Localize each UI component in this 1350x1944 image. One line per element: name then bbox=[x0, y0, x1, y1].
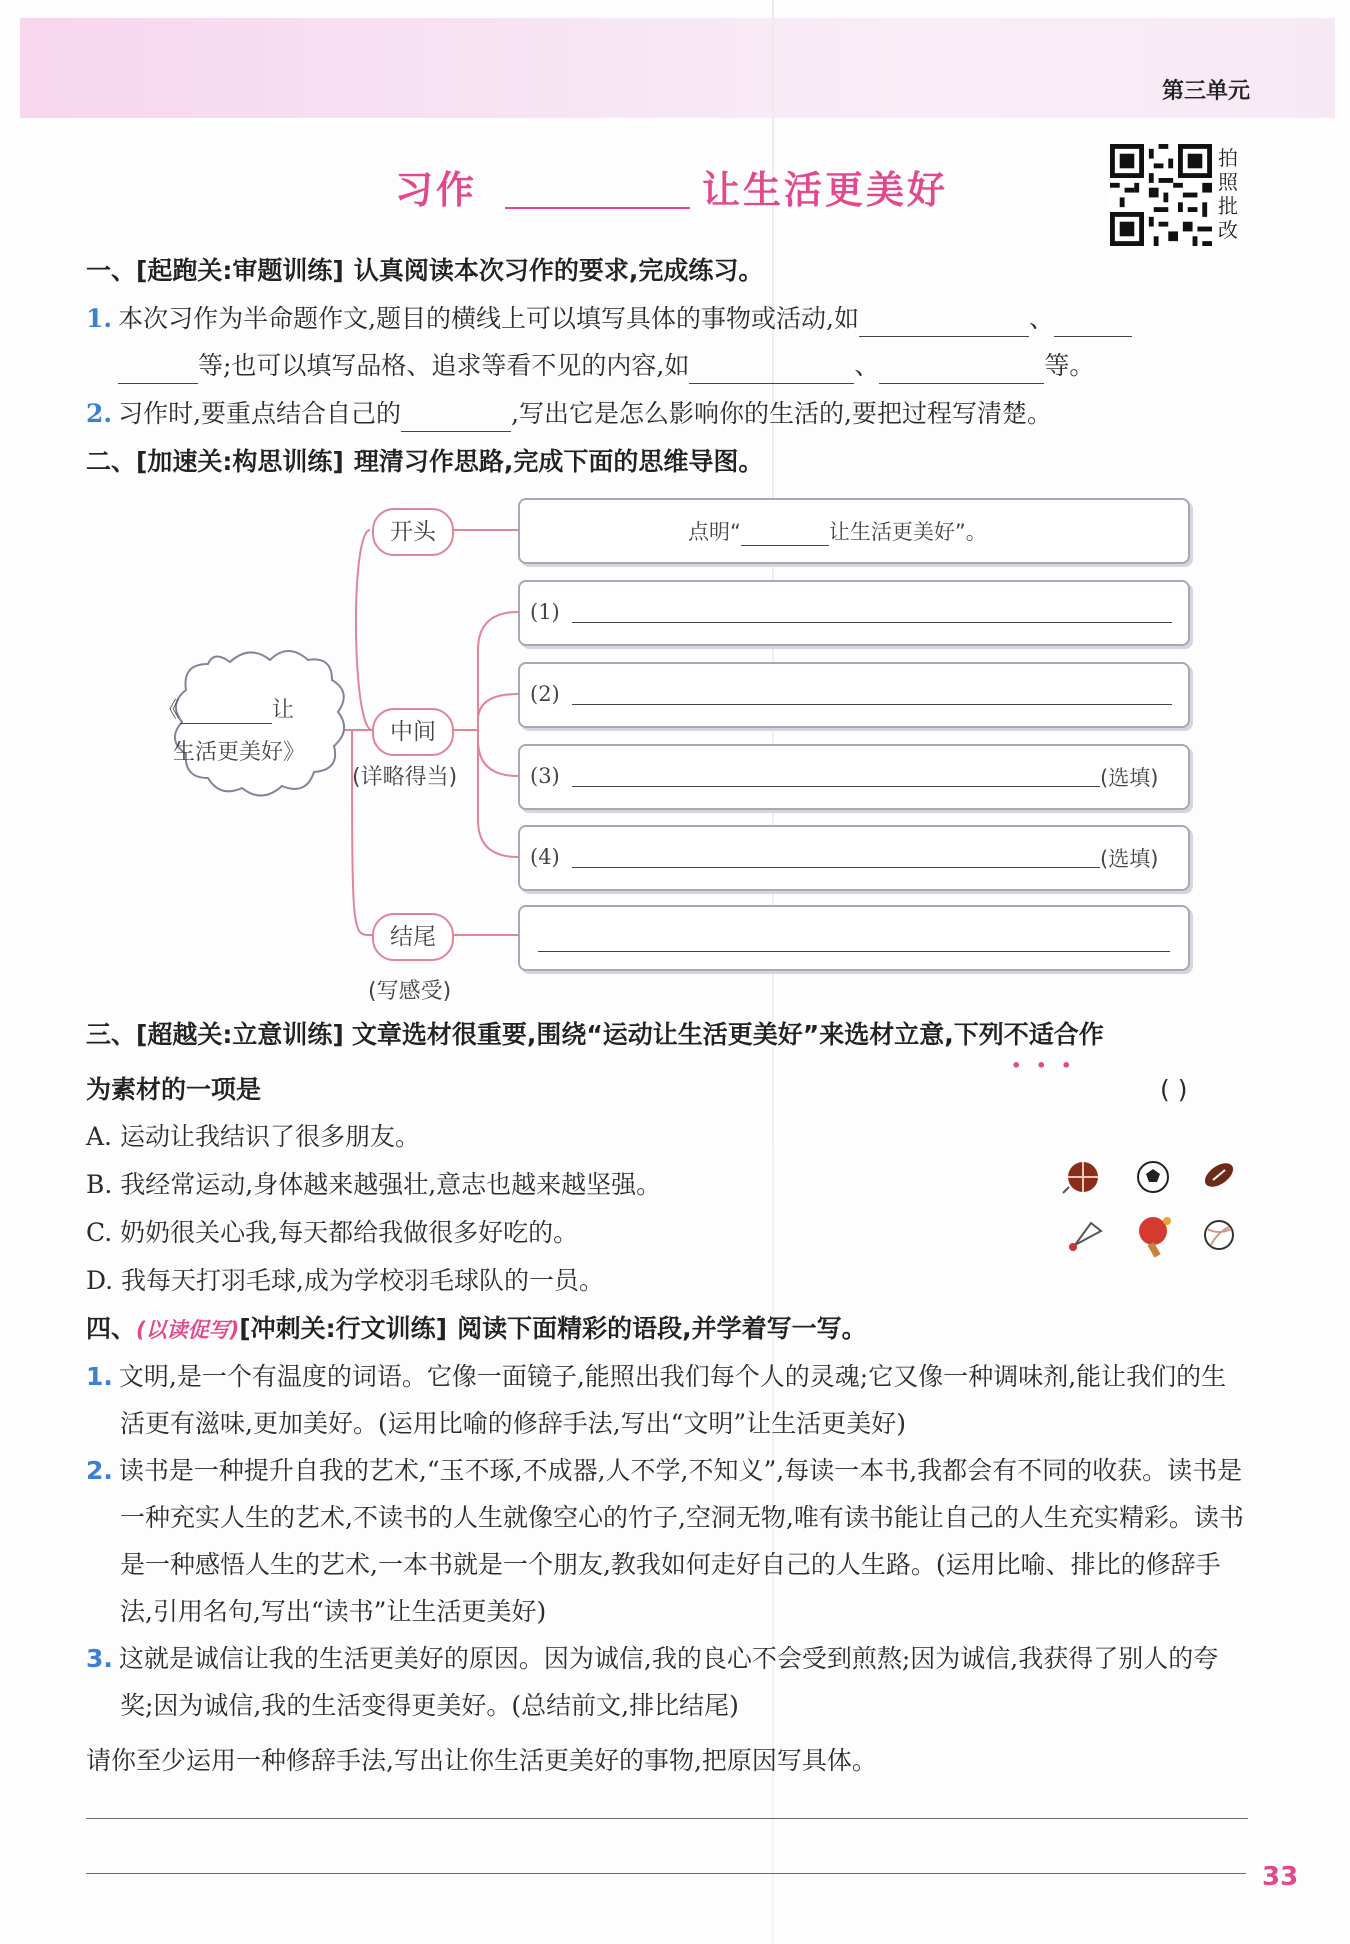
answer-line[interactable] bbox=[572, 622, 1172, 623]
writing-line[interactable] bbox=[86, 1873, 1246, 1874]
mindmap-box-2: (2) bbox=[518, 662, 1190, 728]
mindmap-box-end bbox=[518, 905, 1190, 971]
section-1-heading: 一、[起跑关:审题训练] 认真阅读本次习作的要求,完成练习。 bbox=[86, 256, 764, 285]
answer-blank[interactable] bbox=[741, 523, 829, 546]
option-d[interactable]: D. 我每天打羽毛球,成为学校羽毛球队的一员。 bbox=[86, 1266, 604, 1295]
node-end-note: (写感受) bbox=[368, 979, 452, 1004]
passage-1: 1. 文明,是一个有温度的词语。它像一面镜子,能照出我们每个人的灵魂;它又像一种调味剂,能让我们的生活更有滋味,更加美好。(运用比喻的修辞手法,写出“文明”让生活更美好) bbox=[86, 1362, 1227, 1438]
writing-task: 请你至少运用一种修辞手法,写出让你生活更美好的事物,把原因写具体。 bbox=[86, 1746, 877, 1775]
shuttlecock-icon bbox=[1069, 1223, 1101, 1251]
soccer-ball-icon bbox=[1138, 1162, 1168, 1192]
mindmap-box-4: (4) (选填) bbox=[518, 825, 1190, 891]
basketball-icon bbox=[1063, 1162, 1098, 1193]
unit-label: 第三单元 bbox=[1161, 79, 1250, 104]
title-right: 让生活更美好 bbox=[702, 168, 949, 212]
answer-line[interactable] bbox=[572, 704, 1172, 705]
option-b[interactable]: B. 我经常运动,身体越来越强壮,意志也越来越坚强。 bbox=[86, 1170, 662, 1199]
center-title-line-1: 《 让 bbox=[158, 698, 295, 723]
node-middle-note: (详略得当) bbox=[352, 765, 458, 790]
title-left: 习作 bbox=[395, 168, 478, 212]
answer-line[interactable] bbox=[572, 867, 1100, 868]
node-end: 结尾 bbox=[372, 913, 454, 961]
passage-3: 3. 这就是诚信让我的生活更美好的原因。因为诚信,我的良心不会受到煎熬;因为诚信,我获得了别人的夸奖;因为诚信,我的生活变得更美好。(总结前文,排比结尾) bbox=[86, 1644, 1219, 1720]
passage-2: 2. 读书是一种提升自我的艺术,“玉不琢,不成器,人不学,不知义”,每读一本书,我都会有不同的收获。读书是一种充实人生的艺术,不读书的人生就像空心的竹子,空洞无物,唯有读书能让自己的人生充实精彩。读书是一种感悟人生的艺术,一本书就是一个朋友,教我如何走好自己的人生路。(运用比喻、排比的修辞手法,引用名句,写出“读书”让生活更美好) bbox=[86, 1456, 1244, 1626]
question-1-line-2: 等;也可以填写品格、追求等看不见的内容,如 、 等。 bbox=[118, 348, 1094, 384]
answer-line[interactable] bbox=[572, 786, 1100, 787]
option-c[interactable]: C. 奶奶很关心我,每天都给我做很多好吃的。 bbox=[86, 1218, 579, 1247]
sports-icons bbox=[1055, 1155, 1245, 1263]
answer-blank[interactable] bbox=[180, 703, 272, 724]
section-2-heading: 二、[加速关:构思训练] 理清习作思路,完成下面的思维导图。 bbox=[86, 447, 764, 476]
ping-pong-paddle-icon bbox=[1139, 1217, 1171, 1258]
rugby-ball-icon bbox=[1201, 1158, 1238, 1191]
page-number: 33 bbox=[1262, 1862, 1299, 1892]
center-title-line-2: 生活更美好》 bbox=[173, 740, 306, 765]
mindmap-box-3: (3) (选填) bbox=[518, 744, 1190, 810]
mindmap-box-1: (1) bbox=[518, 580, 1190, 646]
question-2: 2. 习作时,要重点结合自己的 ,写出它是怎么影响你的生活的,要把过程写清楚。 bbox=[86, 396, 1052, 432]
writing-line[interactable] bbox=[86, 1818, 1248, 1819]
scan-to-grade-label: 拍 照 批 改 bbox=[1218, 146, 1238, 242]
node-start: 开头 bbox=[372, 508, 454, 556]
answer-line[interactable] bbox=[538, 951, 1170, 952]
option-a[interactable]: A. 运动让我结识了很多朋友。 bbox=[86, 1122, 420, 1151]
answer-paren[interactable]: ( ) bbox=[1160, 1075, 1188, 1104]
question-1-line-1: 1. 本次习作为半命题作文,题目的横线上可以填写具体的事物或活动,如 、 bbox=[86, 301, 1132, 337]
section-4-heading: 四、(以读促写)[冲刺关:行文训练] 阅读下面精彩的语段,并学着写一写。 bbox=[86, 1314, 867, 1343]
mindmap-box-start: 点明“ 让生活更美好”。 bbox=[518, 498, 1190, 564]
section-3-line-2: 为素材的一项是 bbox=[86, 1075, 262, 1104]
section-3-heading: 三、[超越关:立意训练] 文章选材很重要,围绕“运动让生活更美好”来选材立意,下列不适合作 bbox=[86, 1020, 1104, 1049]
volleyball-icon bbox=[1205, 1221, 1233, 1249]
node-middle: 中间 bbox=[372, 708, 454, 756]
